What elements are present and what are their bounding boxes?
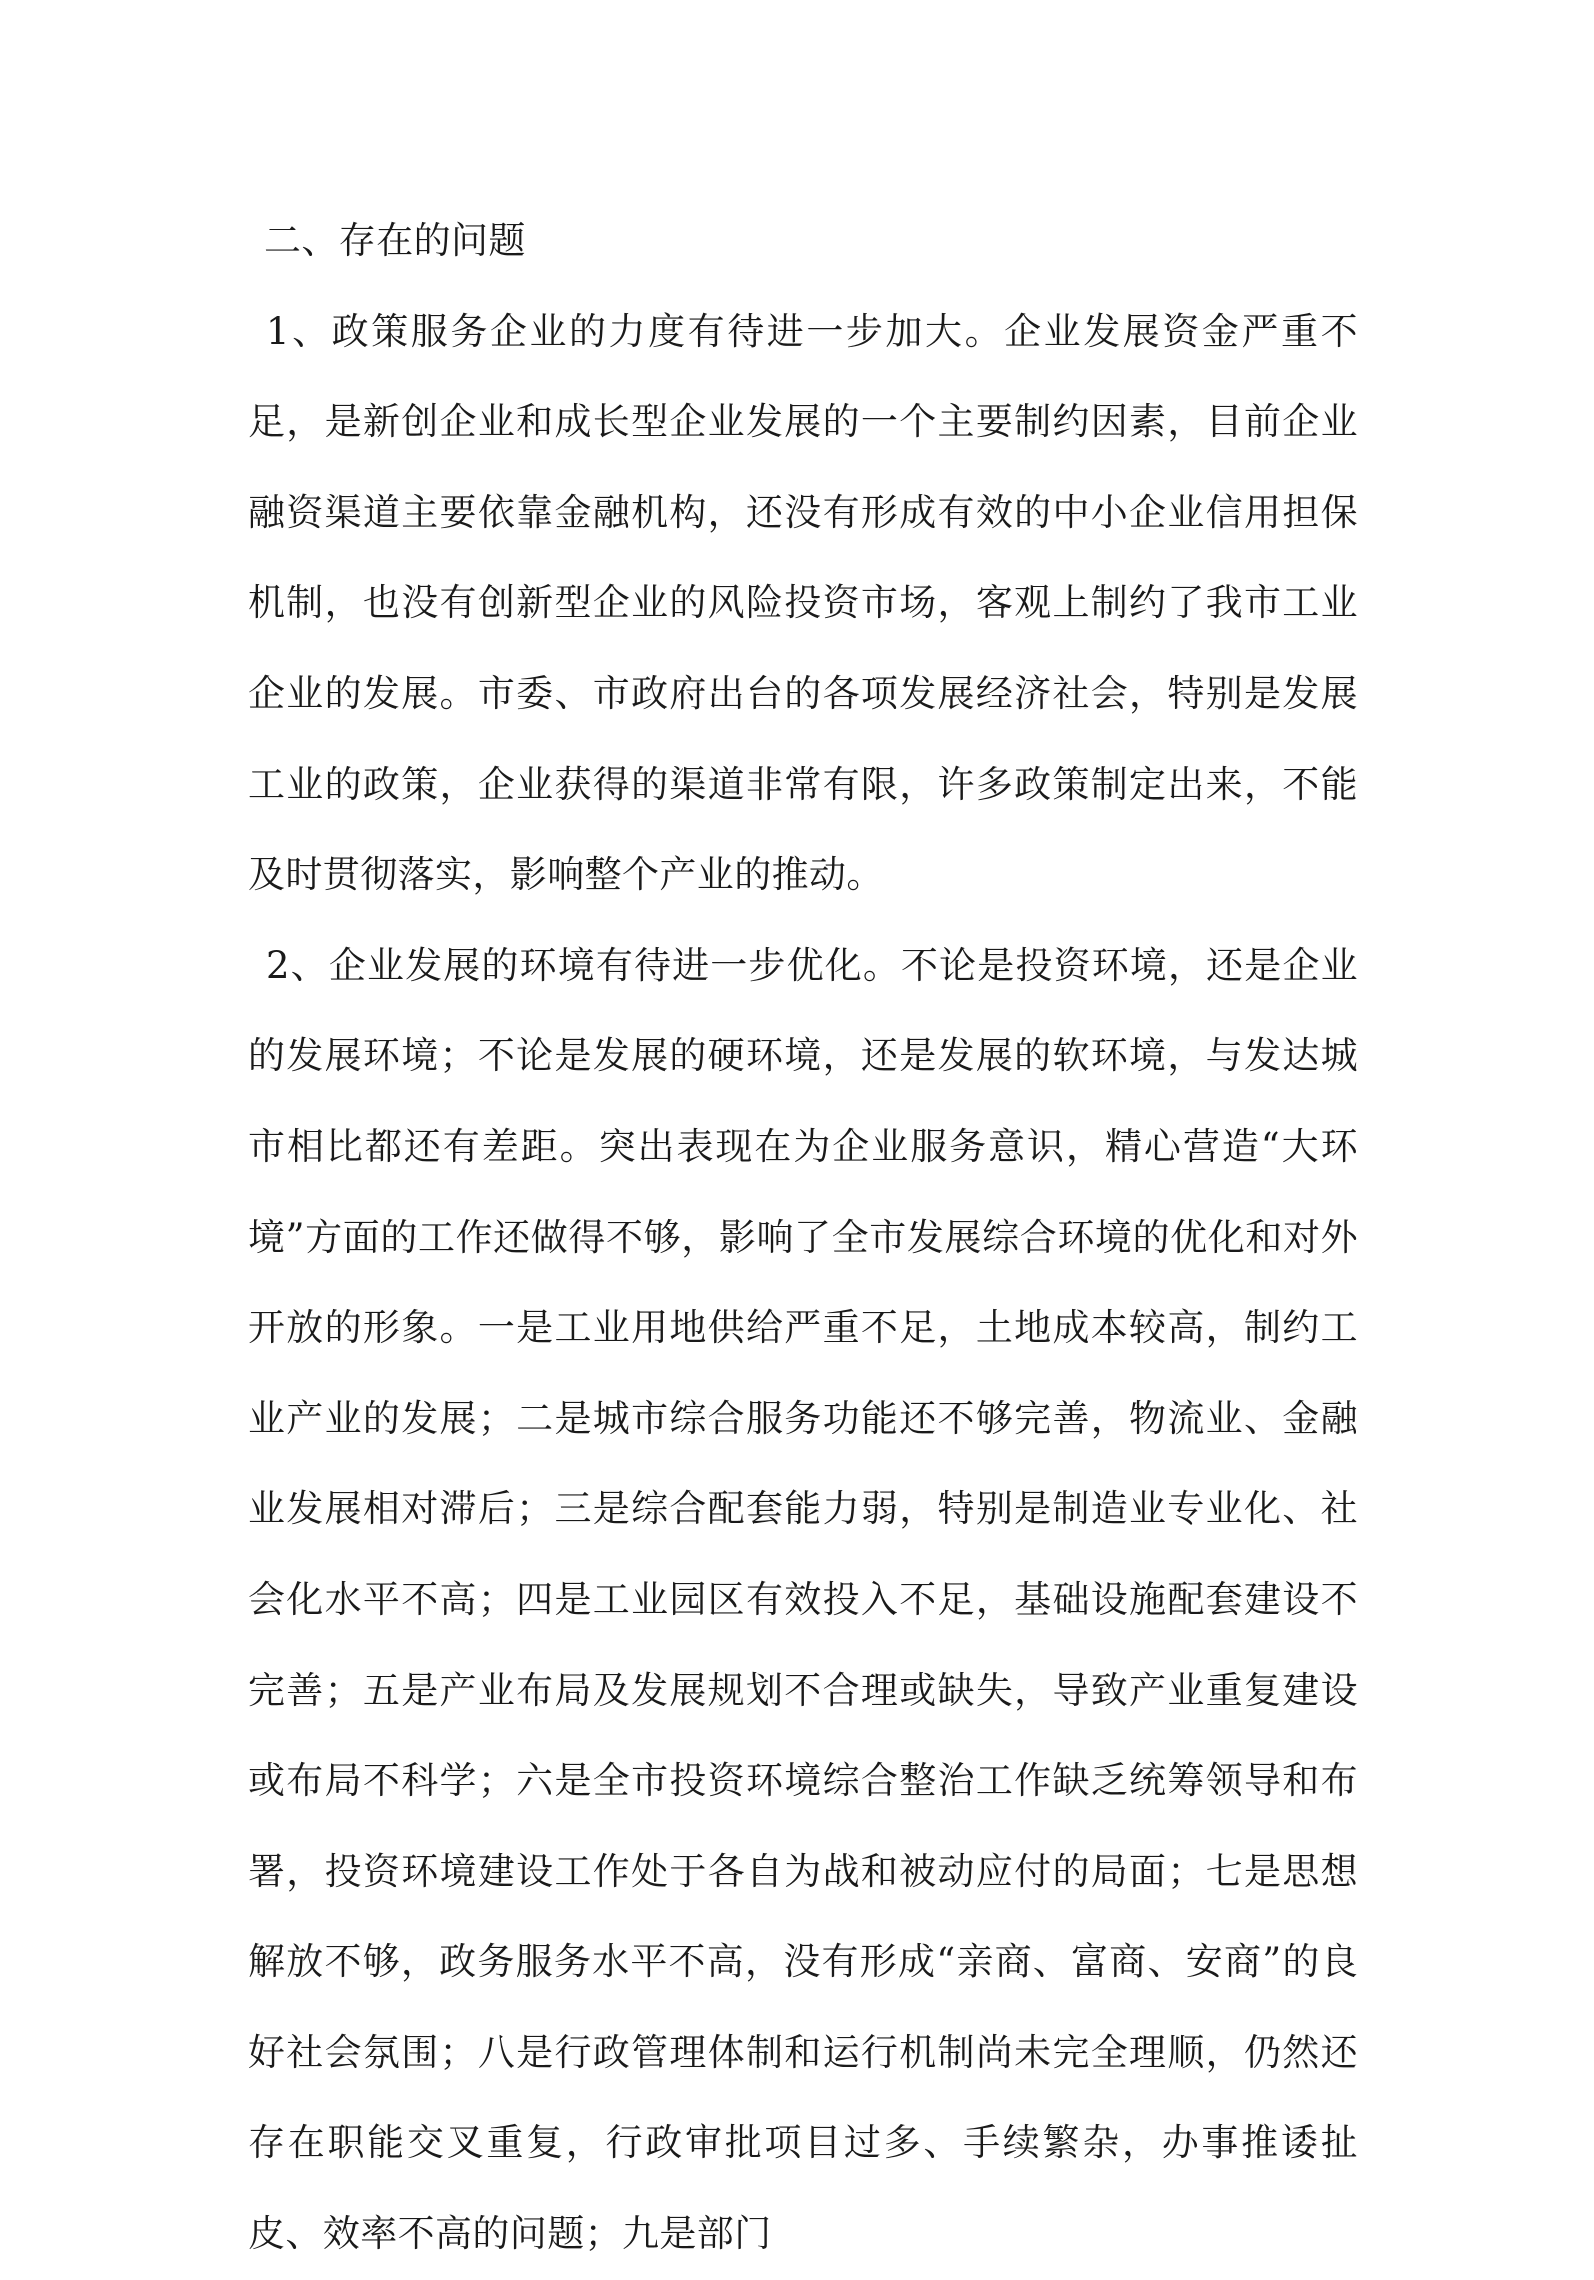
- section-heading: 二、存在的问题: [264, 219, 526, 262]
- document-body: [248, 196, 1358, 2280]
- paragraph-policy-service: 1、政策服务企业的力度有待进一步加大。企业发展资金严重不足，是新创企业和成长型企业发展的一个主要制约因素，目前企业融资渠道主要依靠金融机构，还没有形成有效的中小企业信用担保机制，也没有创新型企业的风险投资市场，客观上制约了我市工业企业的发展。市委、市政府出台的各项发展经济社会，特别是发展工业的政策，企业获得的渠道非常有限，许多政策制定出来，不能及时贯彻落实，影响整个产业的推动。: [248, 309, 1358, 897]
- paragraph-business-environment: 2、企业发展的环境有待进一步优化。不论是投资环境，还是企业的发展环境；不论是发展的硬环境，还是发展的软环境，与发达城市相比都还有差距。突出表现在为企业服务意识，精心营造“大环境”方面的工作还做得不够，影响了全市发展综合环境的优化和对外开放的形象。一是工业用地供给严重不足，土地成本较高，制约工业产业的发展；二是城市综合服务功能还不够完善，物流业、金融业发展相对滞后；三是综合配套能力弱，特别是制造业专业化、社会化水平不高；四是工业园区有效投入不足，基础设施配套建设不完善；五是产业布局及发展规划不合理或缺失，导致产业重复建设或布局不科学；六是全市投资环境综合整治工作缺乏统筹领导和布署，投资环境建设工作处于各自为战和被动应付的局面；七是思想解放不够，政务服务水平不高，没有形成“亲商、富商、安商”的良好社会氛围；八是行政管理体制和运行机制尚未完全理顺，仍然还存在职能交叉重复，行政审批项目过多、手续繁杂，办事推诿扯皮、效率不高的问题；九是部门: [248, 943, 1358, 2256]
